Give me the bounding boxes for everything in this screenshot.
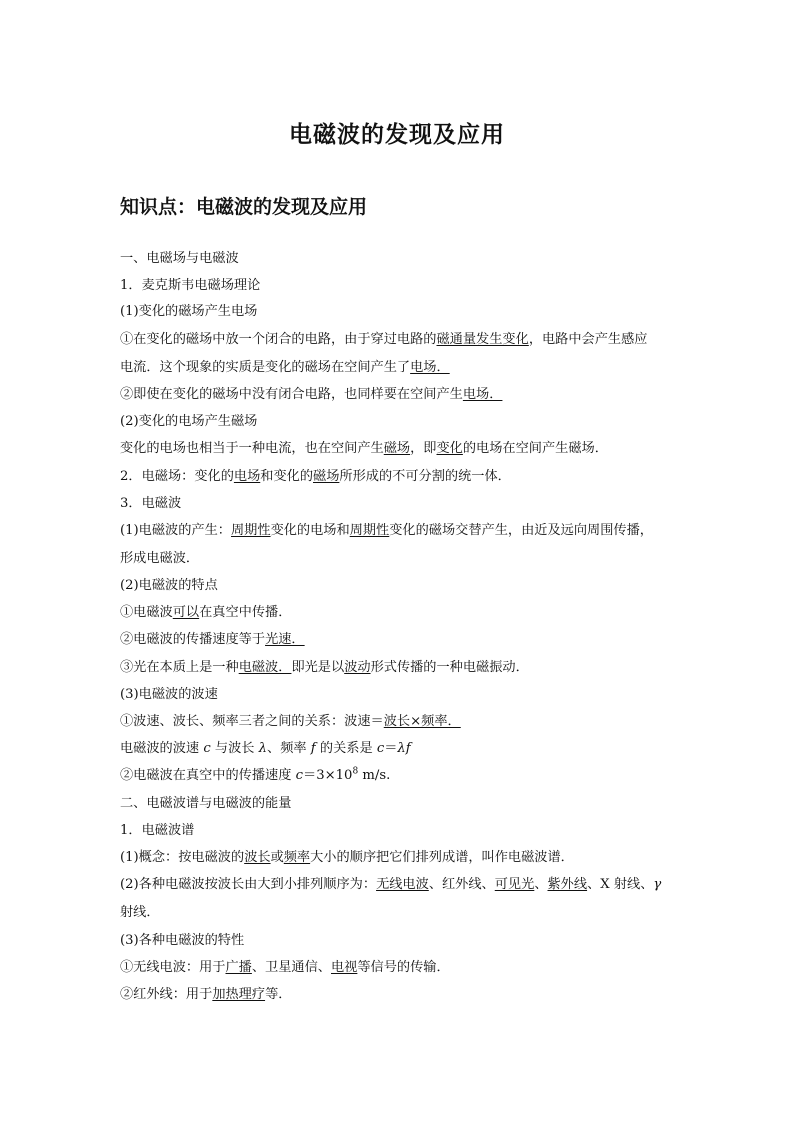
text-segment: ，即: [410, 441, 437, 456]
text-line: [120, 932, 700, 950]
underlined-term: 可以: [172, 605, 200, 620]
text-segment: 与波长: [210, 741, 259, 756]
section-heading: 知识点：电磁波的发现及应用: [120, 196, 368, 218]
underlined-term: 变化: [436, 441, 463, 456]
text-line: [120, 413, 700, 431]
text-segment: 、: [534, 877, 548, 892]
text-segment: 大小的顺序把它们排列成谱，叫作电磁波谱．: [310, 850, 574, 865]
text-line: [120, 303, 700, 321]
text-line: [120, 277, 700, 295]
text-segment: 1．麦克斯韦电磁场理论: [120, 278, 261, 293]
text-segment: 的关系是: [315, 741, 377, 756]
text-line: [120, 849, 700, 867]
text-segment: ，电路中会产生感应: [528, 332, 648, 347]
text-segment: (3)各种电磁波的特性: [120, 933, 245, 948]
math-symbol: λf: [397, 741, 411, 756]
text-segment: 、X 射线、: [587, 877, 654, 892]
text-segment: ②电磁波的传播速度等于: [120, 632, 266, 647]
underlined-term: 磁场: [383, 441, 411, 456]
text-line: [120, 604, 700, 622]
text-line: [120, 386, 700, 404]
text-line: [120, 468, 700, 486]
text-segment: 变化的电场也相当于一种电流，也在空间产生: [120, 441, 384, 456]
math-symbol: γ: [653, 877, 662, 892]
text-segment: 的电场在空间产生磁场．: [462, 441, 608, 456]
text-segment: 等．: [265, 987, 292, 1002]
text-segment: 即光是以: [291, 660, 345, 675]
underlined-term: 电场．: [462, 387, 503, 402]
underlined-term: 电场．: [410, 360, 450, 375]
underlined-term: 周期性: [231, 523, 271, 538]
text-segment: 所形成的不可分割的统一体．: [339, 469, 511, 484]
text-line: [120, 767, 700, 785]
text-segment: 等信号的传输．: [357, 960, 450, 975]
math-symbol: λ: [258, 741, 268, 756]
text-segment: 1．电磁波谱: [120, 823, 195, 838]
text-line: [120, 522, 700, 540]
underlined-term: 电视: [331, 960, 358, 975]
text-segment: ①在变化的磁场中放一个闭合的电路，由于穿过电路的: [120, 332, 437, 347]
text-segment: 变化的磁场交替产生，由近及远向周围传播，: [389, 523, 653, 538]
text-line: [120, 631, 700, 649]
underlined-term: 紫外线: [547, 877, 588, 892]
text-segment: ①波速、波长、频率三者之间的关系：波速＝: [120, 714, 384, 729]
text-line: [120, 359, 700, 377]
text-segment: 、频率: [267, 741, 311, 756]
text-segment: 形式传播的一种电磁振动．: [370, 660, 529, 675]
text-line: [120, 713, 700, 731]
text-line: [120, 331, 700, 349]
math-symbol: f: [310, 741, 316, 756]
text-segment: 、卫星通信、: [251, 960, 331, 975]
underlined-term: 可见光: [494, 877, 535, 892]
text-segment: (2)各种电磁波按波长由大到小排列顺序为：: [120, 877, 377, 892]
text-line: [120, 986, 700, 1004]
text-line: [120, 876, 700, 894]
underlined-term: 波长×频率．: [383, 714, 461, 729]
text-segment: (2)电磁波的特点: [120, 578, 218, 593]
text-line: [120, 659, 700, 677]
text-segment: 电流．这个现象的实质是变化的磁场在空间产生了: [120, 360, 411, 375]
text-segment: 3．电磁波: [120, 496, 182, 511]
text-segment: 和变化的: [260, 469, 314, 484]
underlined-term: 光速．: [265, 632, 305, 647]
text-segment: 变化的电场和: [270, 523, 350, 538]
text-segment: (3)电磁波的波速: [120, 687, 218, 702]
text-line: [120, 495, 700, 513]
text-segment: ②即使在变化的磁场中没有闭合电路，也同样要在空间产生: [120, 387, 463, 402]
underlined-term: 频率: [283, 850, 311, 865]
text-segment: 2．电磁场：变化的: [120, 469, 234, 484]
text-line: [120, 577, 700, 595]
document-title: 电磁波的发现及应用: [289, 122, 505, 148]
text-line: [120, 686, 700, 704]
text-line: [120, 440, 700, 458]
underlined-term: 磁场: [313, 469, 340, 484]
text-segment: 电磁波的波速: [120, 741, 204, 756]
text-segment: ②电磁波在真空中的传播速度: [120, 768, 296, 783]
text-segment: 射线．: [120, 905, 160, 920]
text-segment: ＝3×10: [303, 768, 353, 783]
text-segment: ＝: [384, 741, 398, 756]
text-segment: ①无线电波：用于: [120, 960, 226, 975]
text-segment: ①电磁波: [120, 605, 173, 620]
underlined-term: 波动: [344, 660, 371, 675]
text-segment: 、红外线、: [428, 877, 495, 892]
text-segment: 二、电磁波谱与电磁波的能量: [120, 796, 292, 811]
text-segment: 一、电磁场与电磁波: [120, 251, 239, 266]
text-segment: m/s.: [358, 768, 391, 783]
text-segment: ②红外线：用于: [120, 987, 213, 1002]
underlined-term: 电场: [233, 469, 261, 484]
text-segment: 形成电磁波．: [120, 551, 200, 566]
text-line: [120, 904, 700, 922]
text-segment: 在真空中传播．: [199, 605, 292, 620]
math-symbol: c: [203, 741, 211, 756]
text-segment: ③光在本质上是一种: [120, 660, 239, 675]
underlined-term: 广播: [225, 960, 252, 975]
text-line: [120, 550, 700, 568]
underlined-term: 加热理疗: [212, 987, 266, 1002]
text-line: [120, 740, 700, 758]
underlined-term: 磁通量发生变化: [436, 332, 529, 347]
underlined-term: 周期性: [349, 523, 390, 538]
text-line: [120, 822, 700, 840]
text-line: [120, 795, 700, 813]
text-segment: (2)变化的电场产生磁场: [120, 414, 258, 429]
math-symbol: c: [376, 741, 385, 756]
underlined-term: 波长: [244, 850, 271, 865]
text-line: [120, 250, 700, 268]
underlined-term: 无线电波: [376, 877, 429, 892]
math-symbol: c: [295, 768, 304, 783]
text-line: [120, 959, 700, 977]
text-segment: 8: [352, 766, 359, 777]
text-segment: (1)电磁波的产生：: [120, 523, 231, 538]
text-segment: (1)变化的磁场产生电场: [120, 304, 258, 319]
text-segment: (1)概念：按电磁波的: [120, 850, 245, 865]
text-segment: 或: [270, 850, 284, 865]
underlined-term: 电磁波．: [238, 660, 292, 675]
